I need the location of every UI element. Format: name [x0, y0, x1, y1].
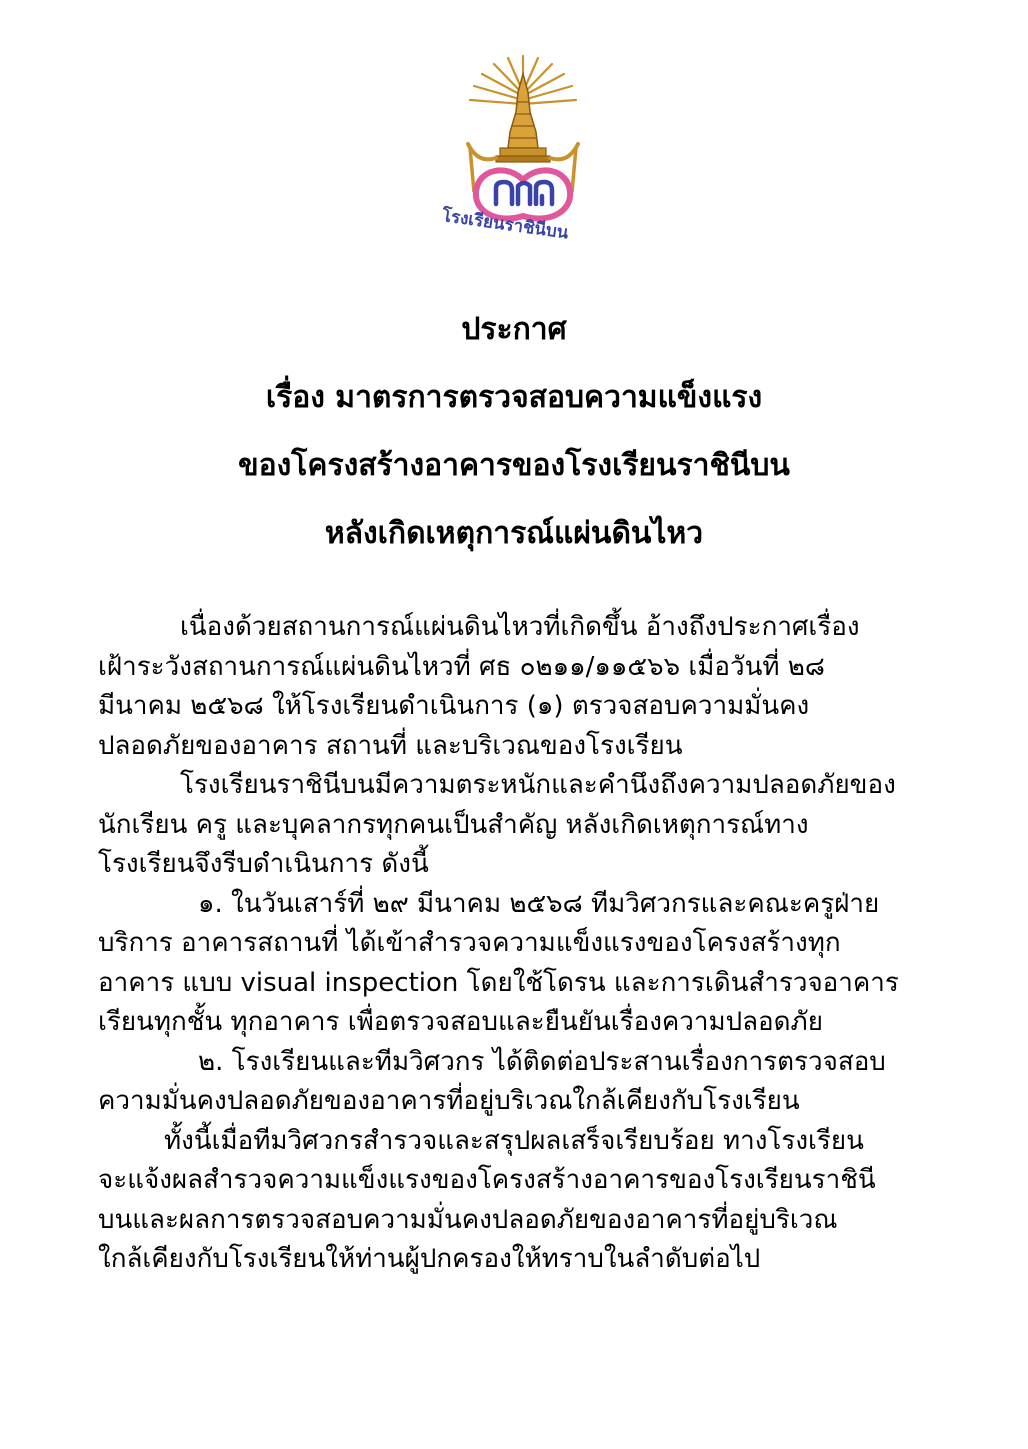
body-line: เนื่องด้วยสถานการณ์แผ่นดินไหวที่เกิดขึ้น อ้างถึงประกาศเรื่อง: [180, 612, 860, 642]
body-line: เฝ้าระวังสถานการณ์แผ่นดินไหวที่ ศธ ๐๒๑๑/๑๑๕๖๖ เมื่อวันที่ ๒๘: [98, 651, 825, 682]
body-line: ปลอดภัยของอาคาร สถานที่ และบริเวณของโรงเรียน: [98, 730, 683, 761]
title-line-2: เรื่อง มาตรการตรวจสอบความแข็งแรง: [265, 380, 763, 415]
body-line: โรงเรียนราชินีบนมีความตระหนักและคำนึงถึงความปลอดภัยของ: [180, 770, 896, 800]
body-line: บนและผลการตรวจสอบความมั่นคงปลอดภัยของอาคารที่อยู่บริเวณ: [98, 1204, 838, 1235]
title-line-4: หลังเกิดเหตุการณ์แผ่นดินไหว: [324, 516, 704, 551]
announcement-title: [0, 296, 1028, 568]
body-line: ๒. โรงเรียนและทีมวิศวกร ได้ติดต่อประสานเรื่องการตรวจสอบ: [198, 1046, 886, 1077]
body-line: นักเรียน ครู และบุคลากรทุกคนเป็นสำคัญ หลังเกิดเหตุการณ์ทาง: [98, 809, 809, 840]
announcement-body: [98, 608, 978, 1280]
body-line: ความมั่นคงปลอดภัยของอาคารที่อยู่บริเวณใกล้เคียงกับโรงเรียน: [98, 1086, 800, 1116]
body-line: โรงเรียนจึงรีบดำเนินการ ดังนี้: [98, 849, 429, 879]
title-line-1: ประกาศ: [461, 312, 567, 347]
school-logo-caption: โรงเรียนราชินีบน: [440, 205, 570, 244]
body-line: ทั้งนี้เมื่อทีมวิศวกรสำรวจและสรุปผลเสร็จเรียบร้อย ทางโรงเรียน: [164, 1125, 864, 1156]
title-line-3: ของโครงสร้างอาคารของโรงเรียนราชินีบน: [238, 448, 790, 483]
body-line: ใกล้เคียงกับโรงเรียนให้ท่านผู้ปกครองให้ทราบในลำดับต่อไป: [98, 1244, 761, 1274]
body-line: มีนาคม ๒๕๖๘ ให้โรงเรียนดำเนินการ (๑) ตรวจสอบความมั่นคง: [98, 691, 810, 721]
body-line: เรียนทุกชั้น ทุกอาคาร เพื่อตรวจสอบและยืนยันเรื่องความปลอดภัย: [98, 1007, 823, 1037]
body-line: ๑. ในวันเสาร์ที่ ๒๙ มีนาคม ๒๕๖๘ ทีมวิศวกรและคณะครูฝ่าย: [198, 888, 880, 919]
body-line: จะแจ้งผลสำรวจความแข็งแรงของโครงสร้างอาคารของโรงเรียนราชินี: [98, 1165, 876, 1195]
body-line: บริการ อาคารสถานที่ ได้เข้าสำรวจความแข็งแรงของโครงสร้างทุก: [98, 928, 841, 958]
body-line: อาคาร แบบ visual inspection โดยใช้โดรน และการเดินสำรวจอาคาร: [98, 967, 899, 998]
